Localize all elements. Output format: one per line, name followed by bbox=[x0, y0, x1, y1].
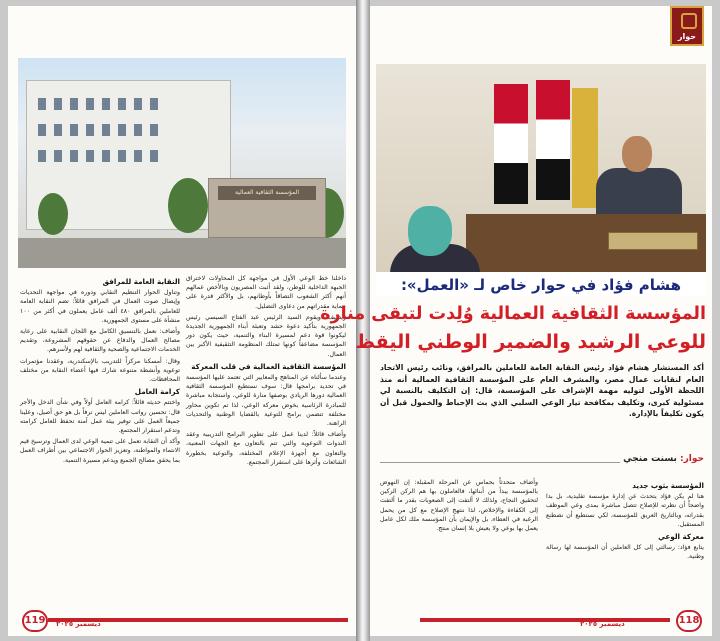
kicker: هشام فؤاد في حوار خاص لـ «العمل»: bbox=[400, 276, 682, 294]
road bbox=[18, 238, 346, 268]
egypt-flag bbox=[494, 84, 528, 204]
page-number: 119 bbox=[22, 610, 48, 632]
building-photo bbox=[18, 58, 346, 268]
window bbox=[150, 124, 158, 136]
window bbox=[150, 98, 158, 110]
window bbox=[102, 150, 110, 162]
window bbox=[54, 98, 62, 110]
tree bbox=[168, 178, 208, 233]
paragraph: واختتم حديثه قائلاً: كرامة العامل أولاً وفي شأن الدخل والأجر قال: تحسين رواتب العاملين ليس ترفاً بل هو حق أصيل، وعلينا جميعاً العمل على توفير بيئة عمل آمنة تحفظ للعامل كرامته وتدعم استقرار المجتمع. bbox=[20, 399, 180, 435]
window bbox=[54, 124, 62, 136]
egypt-flag bbox=[536, 80, 570, 200]
paragraph: وأضاف: نعمل بالتنسيق الكامل مع اللجان النقابية على رعاية مصالح العمال والدفاع عن حقوقهم المشروعة، وتقديم الخدمات الاجتماعية والصحية والثقافية لهم ولأسرهم. bbox=[20, 328, 180, 354]
paragraph: هنا لم يكن فؤاد يتحدث عن إدارة مؤسسة تقليدية، بل بدا واضحاً أن نظرته للإصلاح تتصل مباشرة بمدى وعي الموظف بقدراته، وبالتاريخ العريق للمؤسسة، لكي نستطيع أن نصطنع المستقبل. bbox=[546, 493, 704, 528]
window bbox=[134, 150, 142, 162]
window bbox=[38, 98, 46, 110]
subheading: المؤسسة بثوب جديد bbox=[632, 481, 704, 490]
window bbox=[118, 150, 126, 162]
headline-line-1: المؤسسة الثقافية العمالية وُلِدت لتبقى منارة bbox=[320, 304, 706, 324]
paragraph: وتناول الحوار التنظيم النقابي ودوره في مواجهة التحديات وإيصال صوت العمال في المرافق قائلاً: تضم النقابة العامة للعاملين بالمرافق ٤٨٠ ألف عامل يعملون في أكثر من ١٠٠ منشأة على مستوى الجمهورية. bbox=[20, 289, 181, 324]
journalist-head bbox=[408, 206, 452, 256]
paragraph: يتابع فؤاد: رسالتي إلى كل العاملين أن المؤسسة لها رسالة وطنية. bbox=[546, 544, 704, 561]
window bbox=[86, 124, 94, 136]
window bbox=[70, 98, 78, 110]
headline bbox=[320, 300, 706, 356]
left-page-column-left bbox=[20, 274, 180, 599]
left-page bbox=[8, 6, 356, 636]
byline-text bbox=[623, 454, 704, 464]
paragraph: داخلنا خط الوعي الأول في مواجهة كل المحاولات لاختراق الجبهة الداخلية للوطن، ولقد أثبت المصريون وبالأخص عمالهم أنهم أكثر الشعوب التصاقاً بأوطانهم، بل والأكثر قدرة على حماية مقدراتهم من دعاوى التضليل. bbox=[186, 275, 346, 310]
footer-rule bbox=[420, 618, 670, 622]
window bbox=[86, 98, 94, 110]
right-page-column-right bbox=[546, 478, 704, 606]
paragraph: وأكد أن النقابة تعمل على تنمية الوعي لدى العمال وترسيخ قيم الانتماء والمواطنة، وتعزيز الحوار الاجتماعي بين أطراف العمل بما يحقق مصالح الجميع ويدعم مسيرة التنمية. bbox=[20, 438, 180, 464]
official-head bbox=[622, 136, 652, 172]
desk-nameplate bbox=[608, 232, 698, 250]
window bbox=[134, 124, 142, 136]
byline bbox=[380, 452, 704, 472]
paragraph: وعندما سألناه عن المناهج والمعايير التي تعتمد عليها المؤسسة في تحديد برامجها قال: سوف نستطيع المؤسسة الثقافية العمالية دورها الريادي بوصفها منارة للوعي، واستجابة مباشرة للمبادرة الرئاسية بخوض معركة الوعي، لذا تم تكوين محاور مختلفة تتضمن برامج للتوعية بالقضايا الوطنية والتحديات الراهنة. bbox=[186, 374, 346, 428]
paragraph: وأضاف متحدثاً بحماس عن المرحلة المقبلة: إن النهوض بالمؤسسة يبدأ من أبنائها، فالعاملون بها هم الركن الركين لتحقيق النجاح، ولذلك لا ألتفت إلى الصعوبات بقدر ما ألتفت إلى الكفاءة والإخلاص، لذا ننتهج الإصلاح مع كل من يحمل الرغبة في العطاء، بل والإيمان بأن المؤسسة ملك لكل عامل يعمل بها بوعي ولا يعيش بلا إنسان منتج. bbox=[380, 479, 538, 533]
window bbox=[102, 124, 110, 136]
section-tag: حوار bbox=[670, 6, 704, 46]
right-page-column-left bbox=[380, 478, 538, 606]
window bbox=[54, 150, 62, 162]
subheading: كرامة العامل bbox=[134, 387, 180, 397]
right-page bbox=[320, 6, 712, 636]
issue-date: ديسمبر ٢٠٢٥ bbox=[580, 620, 625, 628]
lead-paragraph: أكد المستشار هشام فؤاد رئيس النقابة العامة للعاملين بالمرافق، ونائب رئيس الاتحاد العام لنقابات عمال مصر، والمشرف العام على المؤسسة الثقافية العمالية أنه منذ اللحظة الأولى لتوليه مهمة الإشراف على المؤسسة، قال: إن التكليف بالنسبة لي مسئولية كبرى، وتكليف بمكافحة تيار الوعي السلبي الذي بث الإحباط والخمول قبل أن يكون تكليفاً بالإدارة. bbox=[380, 363, 704, 418]
window bbox=[38, 150, 46, 162]
tree bbox=[38, 193, 68, 235]
issue-date: ديسمبر ٢٠٢٥ bbox=[56, 620, 101, 628]
window bbox=[150, 150, 158, 162]
window bbox=[86, 150, 94, 162]
subheading: معركة الوعي bbox=[658, 532, 704, 542]
headline-line-2: للوعي الرشيد والضمير الوطني اليقظ bbox=[355, 331, 706, 353]
byline-author: بسنت منجي bbox=[623, 454, 677, 464]
union-flag bbox=[572, 88, 598, 208]
paragraph: وأضاف قائلاً: لدينا عمل على تطوير البرامج التدريبية وعقد الندوات التوعوية والتي تتم بالتعاون مع الجهات المعنية، والتعاون مع أجهزة الإعلام المختلفة، والتوعية بخطورة الشائعات وأثرها على استقرار المجتمع. bbox=[186, 431, 346, 466]
paragraph: وقال: أمسكنا مركزاً للتدريب بالإسكندرية، وعقدنا مؤتمرات توعوية وأنشطة متنوعة شارك فيها أعضاء النقابة من مختلف المحافظات. bbox=[20, 357, 180, 384]
subheading: المؤسسة الثقافية العمالية في قلب المعركة bbox=[191, 361, 346, 371]
interview-photo bbox=[376, 64, 706, 272]
window bbox=[118, 124, 126, 136]
page-number: 118 bbox=[676, 610, 702, 632]
window bbox=[118, 98, 126, 110]
paragraph: ويضيف: ويقوم السيد الرئيس عبد الفتاح السيسي رئيس الجمهورية بتأكيد دعوة حشد وتعبئة أبناء الجمهورية الجديدة ليكونوا قوة دعم لمسيرة البناء والتنمية، حيث يكون دور المؤسسة مضاعفاً كونها تمتلك المنظومة التثقيفية الأكبر بين العمال. bbox=[186, 313, 346, 358]
building-sign: المؤسسة الثقافية العمالية bbox=[218, 186, 316, 200]
window bbox=[70, 124, 78, 136]
window bbox=[38, 124, 46, 136]
window bbox=[102, 98, 110, 110]
window bbox=[134, 98, 142, 110]
byline-rule bbox=[380, 462, 620, 463]
byline-label: حوار: bbox=[680, 454, 704, 464]
window bbox=[70, 150, 78, 162]
subheading: النقابة العامة للمرافق bbox=[102, 277, 180, 286]
